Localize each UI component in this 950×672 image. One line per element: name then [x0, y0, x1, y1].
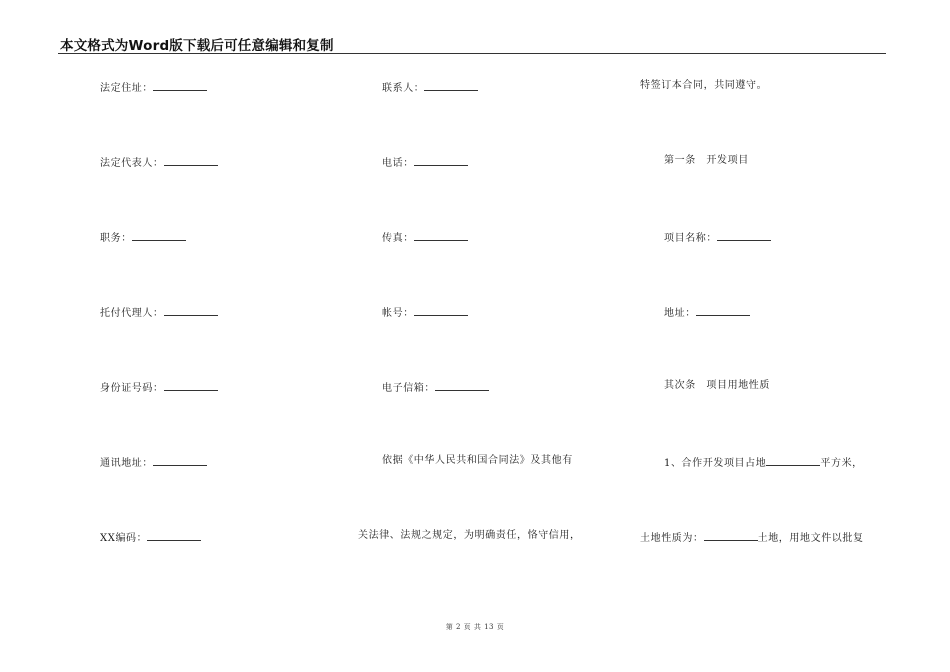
- field-id-number: [100, 380, 218, 395]
- field-mailing-address: [100, 455, 207, 470]
- field-legal-representative: [100, 155, 218, 170]
- field-postal-code: [100, 530, 201, 545]
- fill-blank: [414, 305, 468, 316]
- field-position: [100, 230, 186, 245]
- fill-blank: [164, 380, 218, 391]
- field-label: XX编码：: [100, 533, 148, 544]
- field-label: 法定代表人：: [100, 158, 164, 169]
- field-email: [382, 380, 489, 395]
- field-agent: [100, 305, 218, 320]
- paragraph-text: 特签订本合同，共同遵守。: [640, 80, 768, 91]
- field-label: 职务：: [100, 233, 132, 244]
- fill-blank: [414, 155, 468, 166]
- header-rule: [58, 53, 886, 54]
- fill-blank: [132, 230, 186, 241]
- field-project-address: [664, 305, 750, 320]
- fill-blank: [153, 455, 207, 466]
- paragraph-text: 土地性质为：: [640, 533, 704, 544]
- paragraph-land-area: [664, 455, 863, 470]
- section-heading: 其次条 项目用地性质: [664, 380, 770, 391]
- field-label: 联系人：: [382, 83, 425, 94]
- field-legal-address: [100, 80, 207, 95]
- fill-blank: [717, 230, 771, 241]
- field-phone: [382, 155, 468, 170]
- fill-blank: [424, 80, 478, 91]
- field-contact-person: [382, 80, 478, 95]
- paragraph-text: 1、合作开发项目占地: [664, 458, 767, 469]
- fill-blank: [704, 530, 758, 541]
- fill-blank: [414, 230, 468, 241]
- fill-blank: [147, 530, 201, 541]
- field-label: 项目名称：: [664, 233, 717, 244]
- field-label: 通讯地址：: [100, 458, 153, 469]
- fill-blank: [435, 380, 489, 391]
- paragraph-text: 土地，用地文件以批复: [757, 533, 864, 544]
- field-label: 法定住址：: [100, 83, 153, 94]
- document-header-title: 本文格式为Word版下载后可任意编辑和复制: [60, 38, 334, 54]
- field-label: 身份证号码：: [100, 383, 164, 394]
- paragraph-land-nature: [640, 530, 864, 545]
- field-label: 帐号：: [382, 308, 414, 319]
- section-heading: 第一条 开发项目: [664, 155, 749, 166]
- fill-blank: [153, 80, 207, 91]
- fill-blank: [164, 155, 218, 166]
- paragraph-text: 依据《中华人民共和国合同法》及其他有: [382, 455, 573, 466]
- paragraph-text: 平方米，: [820, 458, 863, 469]
- paragraph-text: 关法律、法规之规定，为明确责任，恪守信用，: [358, 530, 581, 541]
- field-project-name: [664, 230, 771, 245]
- field-label: 电子信箱：: [382, 383, 435, 394]
- field-label: 传真：: [382, 233, 414, 244]
- page-number-footer: 第 2 页 共 13 页: [445, 623, 505, 631]
- fill-blank: [696, 305, 750, 316]
- field-label: 电话：: [382, 158, 414, 169]
- fill-blank: [766, 455, 820, 466]
- field-fax: [382, 230, 468, 245]
- fill-blank: [164, 305, 218, 316]
- field-label: 地址：: [664, 308, 696, 319]
- field-label: 托付代理人：: [100, 308, 164, 319]
- field-account: [382, 305, 468, 320]
